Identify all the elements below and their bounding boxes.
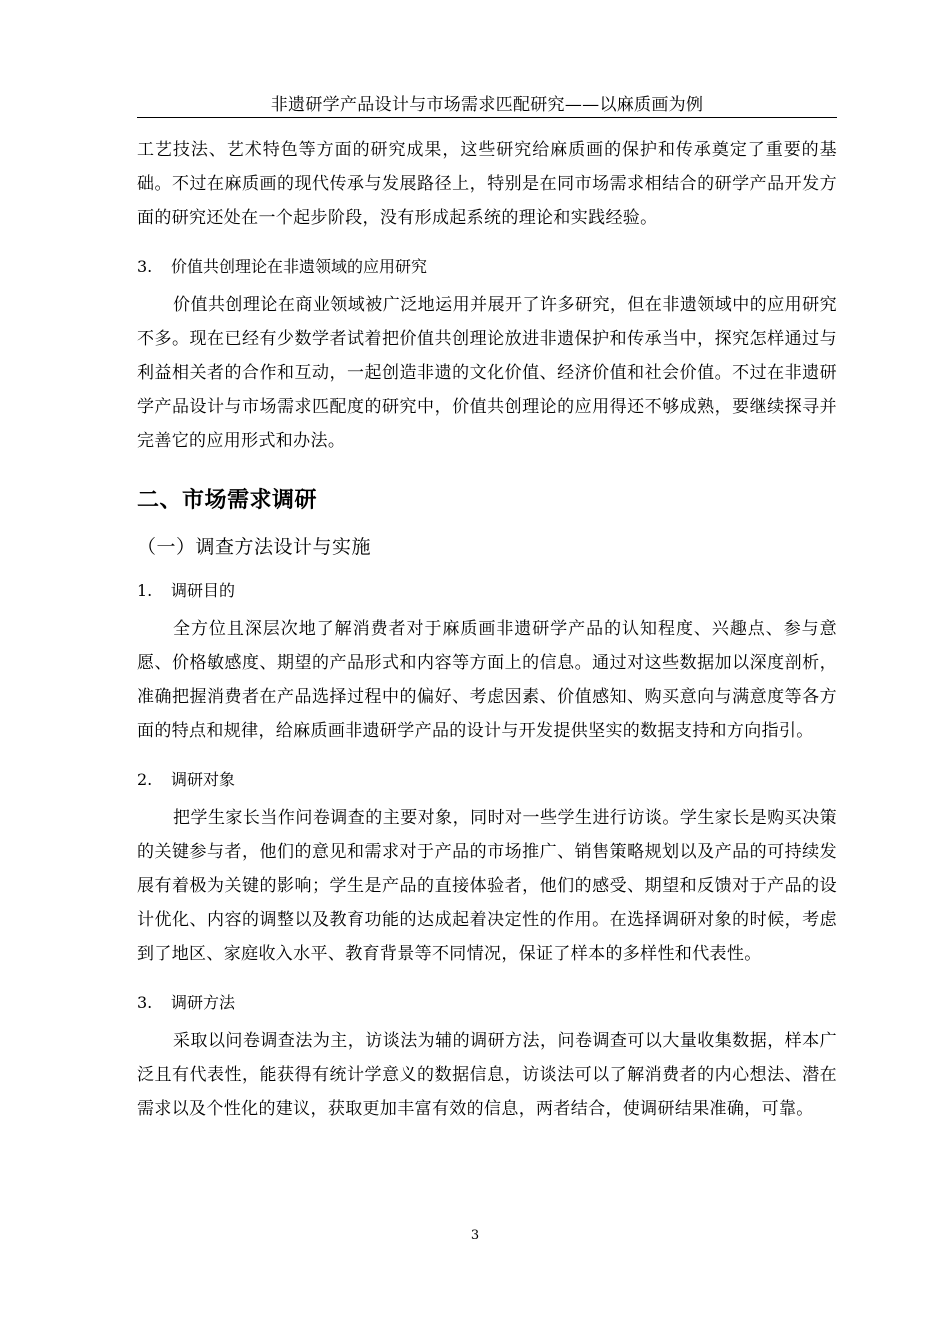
heading-number: 3. [137,257,153,276]
running-header: 非遗研学产品设计与市场需求匹配研究——以麻质画为例 [270,95,704,115]
header-rule [137,117,837,118]
paragraph: 全方位且深层次地了解消费者对于麻质画非遗研学产品的认知程度、兴趣点、参与意愿、价格敏感度、期望的产品形式和内容等方面上的信息。通过对这些数据加以深度剖析，准确把握消费者在产品选择过程中的偏好、考虑因素、价值感知、购买意向与满意度等各方面的特点和规律，给麻质画非遗研学产品的设计与开发提供坚实的数据支持和方向指引。 [137,619,837,741]
heading-number: 2. [137,770,153,789]
heading-text: 调研对象 [171,770,236,789]
subsection-heading: （一）调查方法设计与实施 [137,536,372,558]
paragraph: 价值共创理论在商业领域被广泛地运用并展开了许多研究，但在非遗领域中的应用研究不多。现在已经有少数学者试着把价值共创理论放进非遗保护和传承当中，探究怎样通过与利益相关者的合作和互动，一起创造非遗的文化价值、经济价值和社会价值。不过在非遗研学产品设计与市场需求匹配度的研究中，价值共创理论的应用得还不够成熟，要继续探寻并完善它的应用形式和办法。 [137,295,837,451]
numbered-heading [137,250,837,284]
heading-text: 调研目的 [171,581,236,600]
paragraph: 采取以问卷调查法为主，访谈法为辅的调研方法，问卷调查可以大量收集数据，样本广泛且有代表性，能获得有统计学意义的数据信息，访谈法可以了解消费者的内心想法、潜在需求以及个性化的建议，获取更加丰富有效的信息，两者结合，使调研结果准确，可靠。 [137,1031,837,1119]
heading-text: 价值共创理论在非遗领域的应用研究 [171,257,428,276]
paragraph: 工艺技法、艺术特色等方面的研究成果，这些研究给麻质画的保护和传承奠定了重要的基础。不过在麻质画的现代传承与发展路径上，特别是在同市场需求相结合的研学产品开发方面的研究还处在一个起步阶段，没有形成起系统的理论和实践经验。 [137,140,837,228]
heading-number: 1. [137,581,153,600]
document-body [137,133,837,1126]
paragraph: 把学生家长当作问卷调查的主要对象，同时对一些学生进行访谈。学生家长是购买决策的关键参与者，他们的意见和需求对于产品的市场推广、销售策略规划以及产品的可持续发展有着极为关键的影响；学生是产品的直接体验者，他们的感受、期望和反馈对于产品的设计优化、内容的调整以及教育功能的达成起着决定性的作用。在选择调研对象的时候，考虑到了地区、家庭收入水平、教育背景等不同情况，保证了样本的多样性和代表性。 [137,808,837,964]
numbered-heading [137,763,837,797]
section-heading: 二、市场需求调研 [137,488,318,513]
numbered-heading [137,574,837,608]
heading-text: 调研方法 [171,993,236,1012]
numbered-heading [137,986,837,1020]
heading-number: 3. [137,993,153,1012]
page-number: 3 [470,1228,480,1243]
